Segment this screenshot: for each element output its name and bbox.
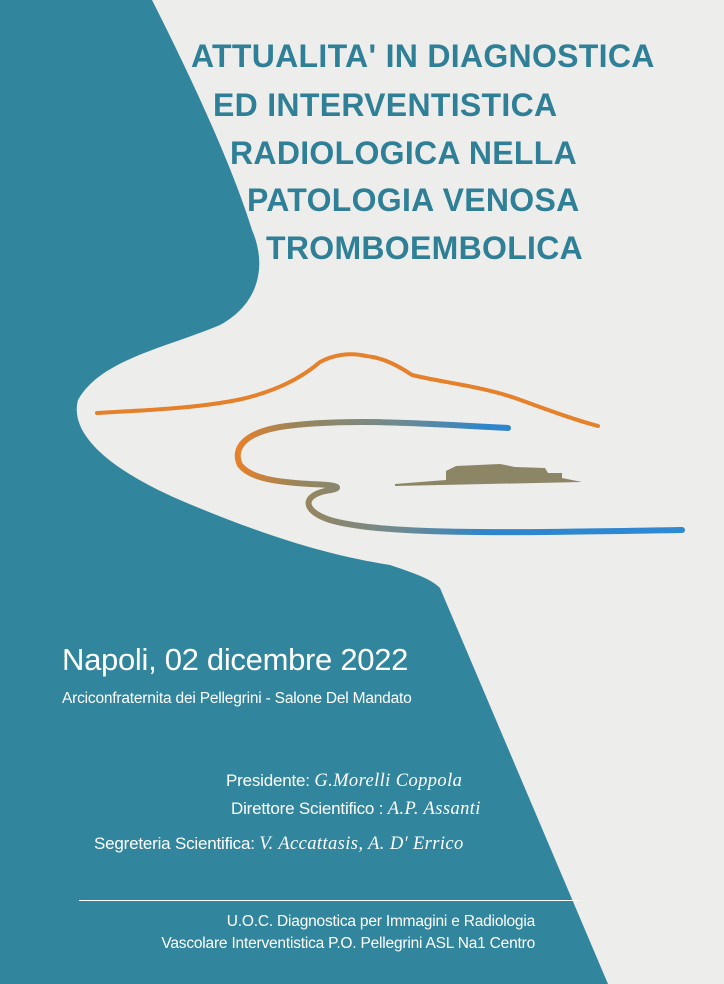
castel-dell-ovo-silhouette	[395, 464, 582, 486]
event-venue: Arciconfraternita dei Pellegrini - Salone Del Mandato	[62, 690, 412, 707]
title-line-3: RADIOLOGICA NELLA	[230, 135, 578, 171]
title-line-2: ED INTERVENTISTICA	[213, 87, 558, 123]
event-date: Napoli, 02 dicembre 2022	[62, 642, 409, 677]
director-name: A.P. Assanti	[387, 799, 481, 819]
president-label: Presidente:	[226, 771, 310, 790]
secretary-line	[94, 832, 464, 856]
president-name: G.Morelli Coppola	[314, 771, 463, 791]
president-line	[226, 769, 462, 793]
title-line-1: ATTUALITA' IN DIAGNOSTICA	[191, 38, 655, 74]
organizing-unit-line-1: U.O.C. Diagnostica per Immagini e Radiologia	[226, 913, 535, 930]
divider	[79, 900, 579, 901]
title-line-5: TROMBOEMBOLICA	[266, 230, 584, 266]
secretary-label: Segreteria Scientifica:	[94, 834, 255, 853]
secretary-names: V. Accattasis, A. D' Errico	[259, 834, 464, 854]
director-line	[231, 797, 481, 821]
title-line-4: PATOLOGIA VENOSA	[247, 182, 580, 218]
director-label: Direttore Scientifico :	[231, 799, 384, 818]
vesuvius-outline	[97, 354, 598, 426]
organizing-unit-line-2: Vascolare Interventistica P.O. Pellegrini ASL Na1 Centro	[161, 935, 535, 952]
